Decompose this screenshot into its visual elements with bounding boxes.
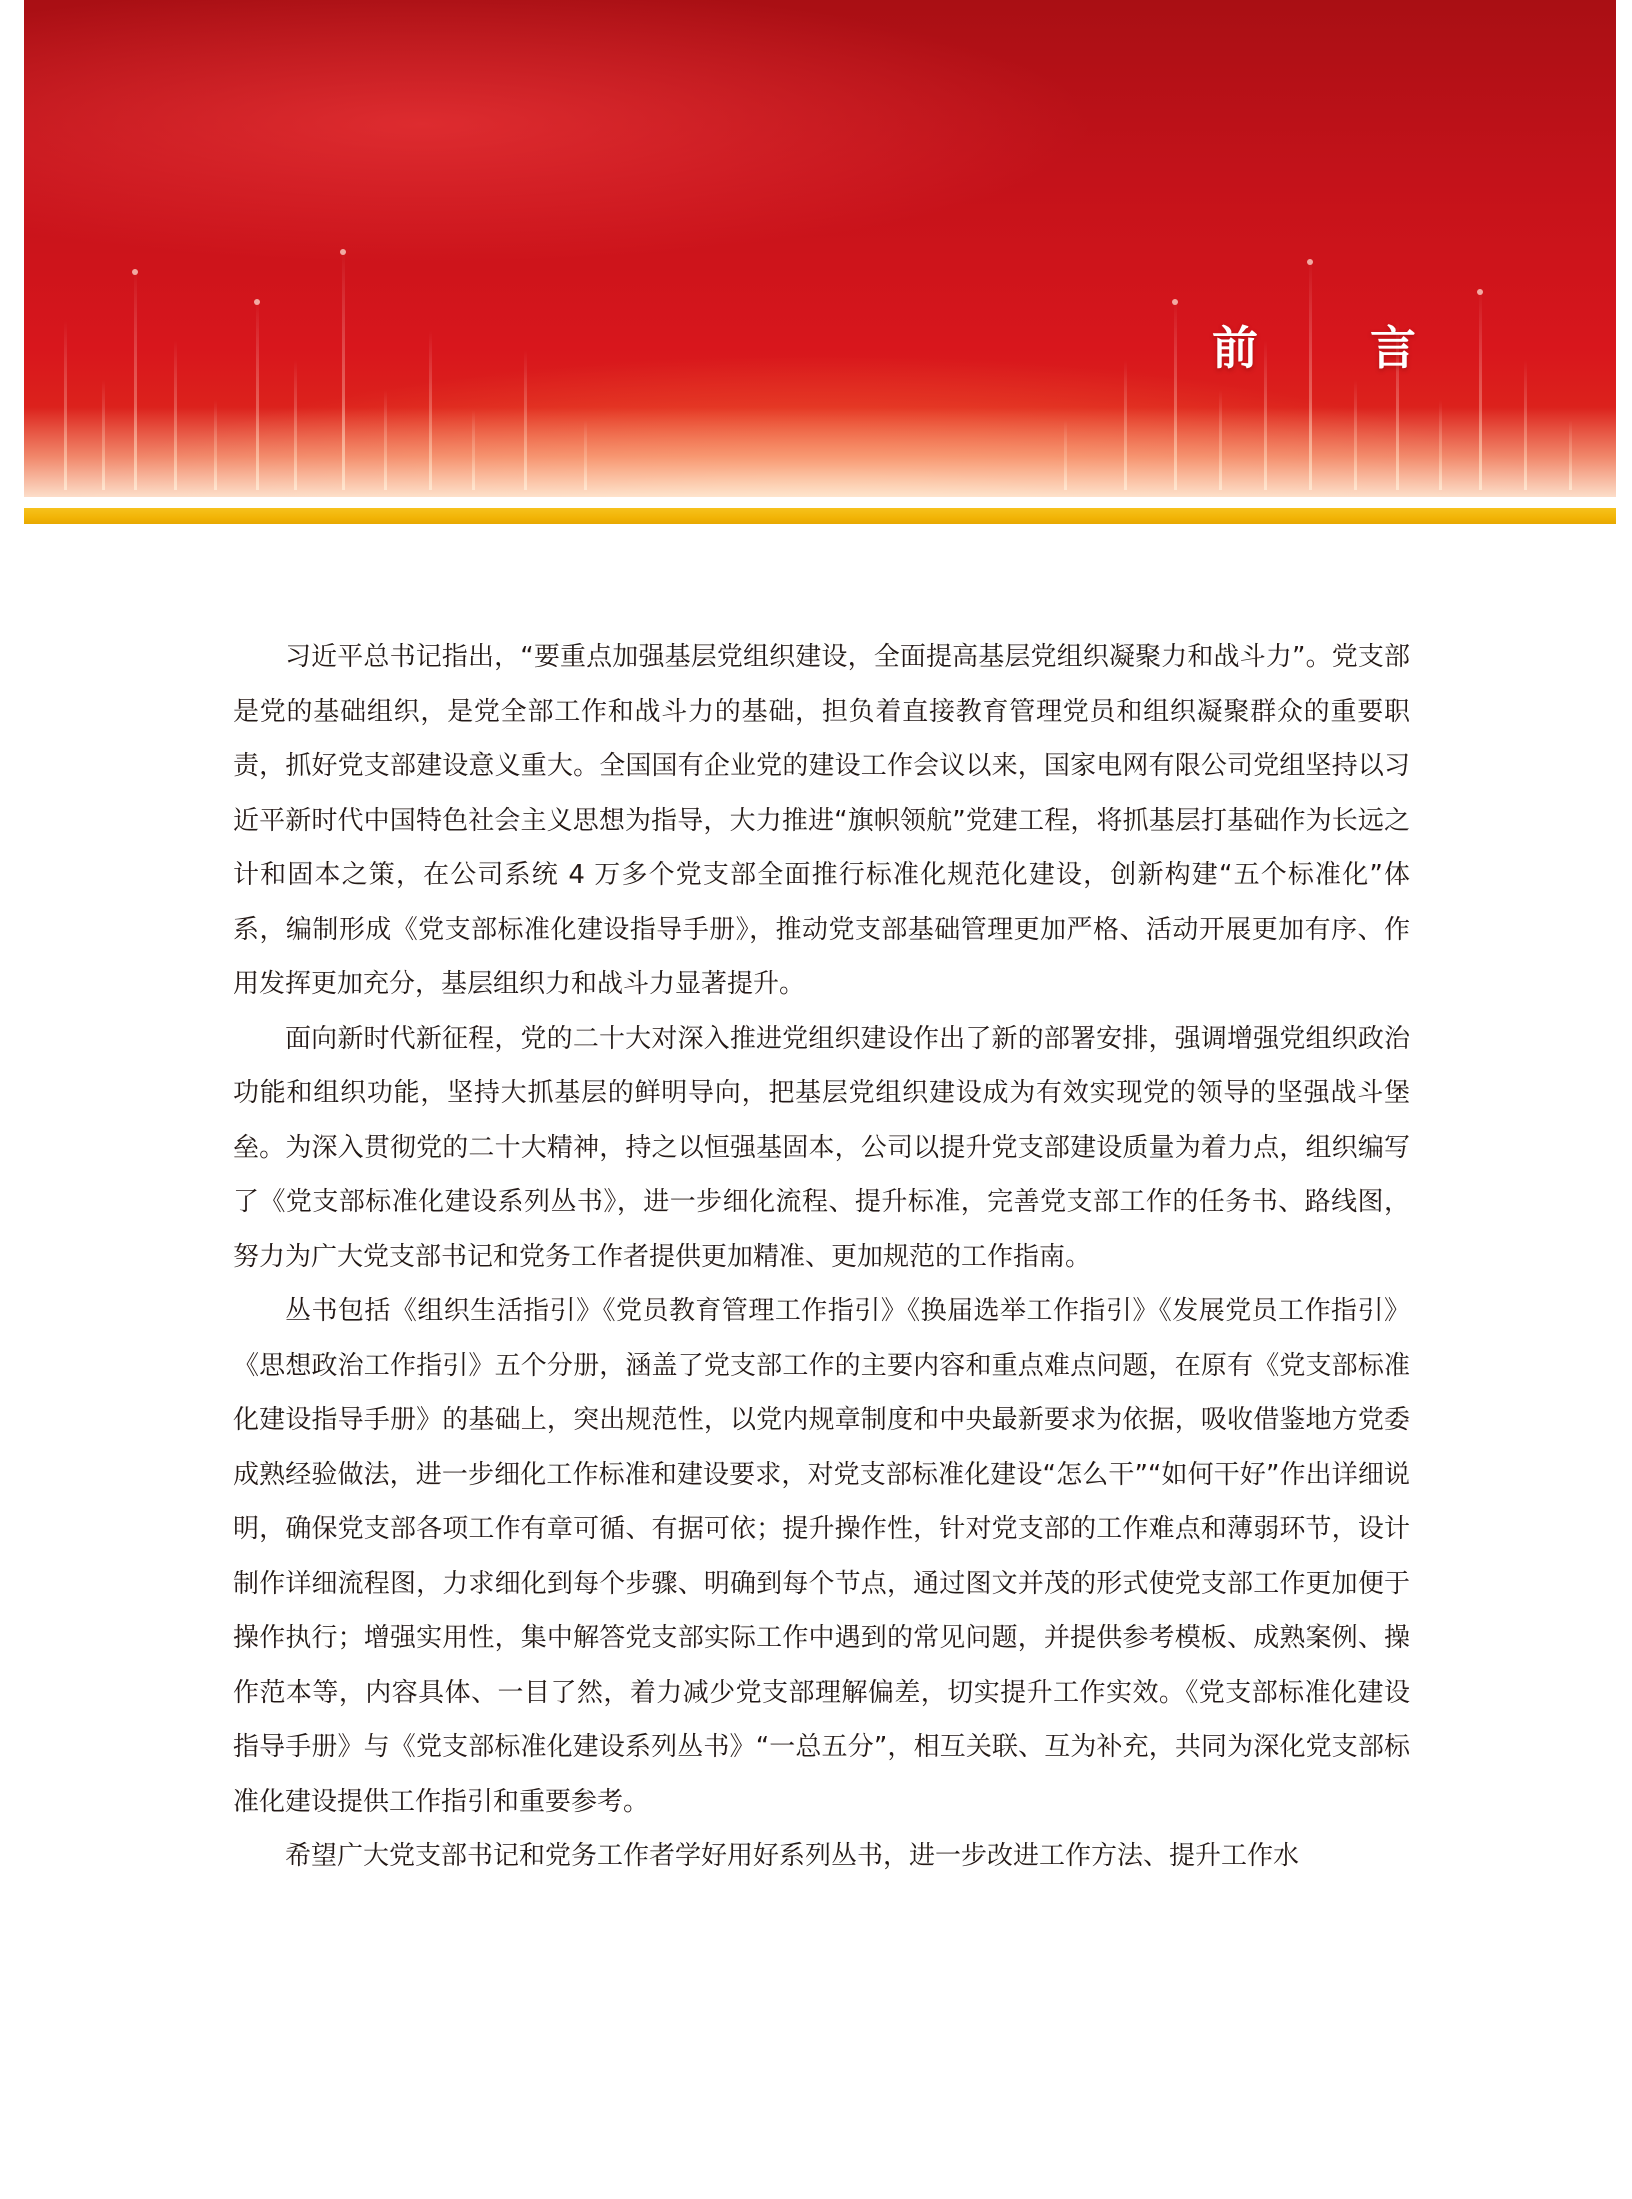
preface-paragraph-3: 丛书包括《组织生活指引》《党员教育管理工作指引》《换届选举工作指引》《发展党员工作指引》《思想政治工作指引》五个分册，涵盖了党支部工作的主要内容和重点难点问题，在原有《党支部标准化建设指导手册》的基础上，突出规范性，以党内规章制度和中央最新要求为依据，吸收借鉴地方党委成熟经验做法，进一步细化工作标准和建设要求，对党支部标准化建设“怎么干”“如何干好”作出详细说明，确保党支部各项工作有章可循、有据可依；提升操作性，针对党支部的工作难点和薄弱环节，设计制作详细流程图，力求细化到每个步骤、明确到每个节点，通过图文并茂的形式使党支部工作更加便于操作执行；增强实用性，集中解答党支部实际工作中遇到的常见问题，并提供参考模板、成熟案例、操作范本等，内容具体、一目了然，着力减少党支部理解偏差，切实提升工作实效。《党支部标准化建设指导手册》与《党支部标准化建设系列丛书》“一总五分”，相互关联、互为补充，共同为深化党支部标准化建设提供工作指引和重要参考。: [233, 1296, 1410, 1817]
header-banner: [24, 0, 1616, 497]
banner-glow: [24, 407, 1616, 497]
preface-paragraph-1: 习近平总书记指出，“要重点加强基层党组织建设，全面提高基层党组织凝聚力和战斗力”。党支部是党的基础组织，是党全部工作和战斗力的基础，担负着直接教育管理党员和组织凝聚群众的重要职责，抓好党支部建设意义重大。全国国有企业党的建设工作会议以来，国家电网有限公司党组坚持以习近平新时代中国特色社会主义思想为指导，大力推进“旗帜领航”党建工程，将抓基层打基础作为长远之计和固本之策，在公司系统 4 万多个党支部全面推行标准化规范化建设，创新构建“五个标准化”体系，编制形成《党支部标准化建设指导手册》，推动党支部基础管理更加严格、活动开展更加有序、作用发挥更加充分，基层组织力和战斗力显著提升。: [233, 642, 1410, 999]
preface-body: [233, 630, 1410, 1884]
page-title: 前 言: [1211, 321, 1464, 375]
gold-divider: [24, 508, 1616, 524]
preface-paragraph-2: 面向新时代新征程，党的二十大对深入推进党组织建设作出了新的部署安排，强调增强党组织政治功能和组织功能，坚持大抓基层的鲜明导向，把基层党组织建设成为有效实现党的领导的坚强战斗堡垒。为深入贯彻党的二十大精神，持之以恒强基固本，公司以提升党支部建设质量为着力点，组织编写了《党支部标准化建设系列丛书》，进一步细化流程、提升标准，完善党支部工作的任务书、路线图，努力为广大党支部书记和党务工作者提供更加精准、更加规范的工作指南。: [233, 1023, 1410, 1272]
preface-paragraph-4: 希望广大党支部书记和党务工作者学好用好系列丛书，进一步改进工作方法、提升工作水: [285, 1841, 1300, 1871]
